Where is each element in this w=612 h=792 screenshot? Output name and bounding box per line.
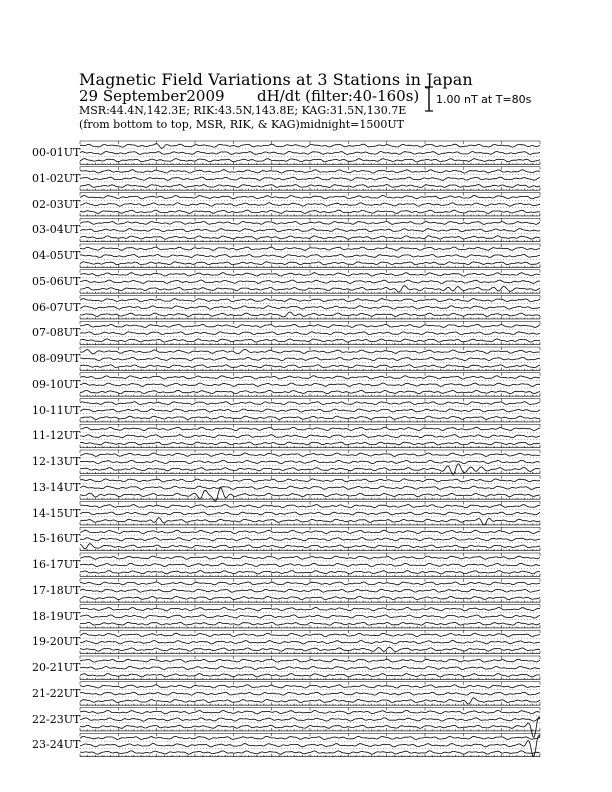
series-kag-line: [80, 736, 540, 739]
hour-label: 08-09UT: [32, 352, 81, 365]
series-kag-line: [80, 376, 540, 379]
series-msr-line: [80, 596, 540, 599]
series-msr-line: [80, 365, 540, 368]
hour-label: 17-18UT: [32, 583, 81, 597]
midnight-note: midnight=1500UT: [300, 118, 404, 131]
series-rik-line: [80, 460, 540, 463]
series-kag-line: [80, 530, 540, 533]
series-kag-line: [80, 170, 540, 173]
series-rik-line: [80, 152, 540, 155]
hour-label: 03-04UT: [32, 223, 81, 237]
series-kag-line: [80, 247, 540, 250]
hour-label: 10-11UT: [32, 403, 81, 417]
series-kag-line: [80, 608, 540, 611]
hour-label: 05-06UT: [32, 274, 81, 288]
series-rik-line: [80, 255, 540, 258]
hour-label: 04-05UT: [32, 249, 81, 262]
series-rik-line: [80, 306, 540, 309]
series-msr-line: [80, 339, 540, 342]
series-kag-line: [80, 427, 540, 430]
series-msr-line: [80, 262, 540, 265]
series-kag-line: [80, 479, 540, 482]
hour-label: 18-19UT: [32, 609, 81, 623]
series-rik-line: [80, 383, 540, 386]
series-kag-line: [80, 196, 540, 199]
series-kag-line: [80, 144, 540, 149]
series-msr-line: [80, 442, 540, 445]
hour-label: 09-10UT: [32, 377, 81, 391]
series-kag-line: [80, 582, 540, 585]
mode-label: dH/dt (filter:40-160s): [257, 87, 420, 105]
series-kag-line: [80, 222, 540, 225]
series-kag-line: [80, 299, 540, 302]
hour-label: 23-24UT: [32, 738, 81, 752]
series-rik-line: [80, 718, 540, 721]
series-kag-line: [80, 402, 540, 405]
series-rik-line: [80, 538, 540, 541]
hour-label: 00-01UT: [32, 146, 81, 159]
station-coords: MSR:44.4N,142.3E; RIK:43.5N,143.8E; KAG:31.5N,130.7E: [79, 104, 407, 117]
series-rik-line: [80, 692, 540, 695]
series-rik-line: [80, 332, 540, 335]
series-kag-line: [80, 556, 540, 559]
hour-label: 01-02UT: [32, 171, 81, 185]
series-rik-line: [80, 229, 540, 232]
scale-label: 1.00 nT at T=80s: [436, 93, 532, 106]
series-rik-line: [80, 641, 540, 644]
series-rik-line: [80, 563, 540, 566]
series-rik-line: [80, 435, 540, 438]
series-rik-line: [80, 203, 540, 206]
hour-label: 19-20UT: [32, 635, 81, 649]
series-rik-line: [80, 177, 540, 180]
station-order: (from bottom to top, MSR, RIK, & KAG): [79, 118, 300, 131]
series-kag-line: [80, 453, 540, 456]
hour-label: 06-07UT: [32, 300, 81, 314]
hour-label: 12-13UT: [32, 455, 81, 468]
series-msr-line: [80, 185, 540, 188]
hour-label: 11-12UT: [32, 429, 81, 443]
series-kag-line: [80, 273, 540, 276]
hour-label: 16-17UT: [32, 558, 81, 571]
series-rik-line: [80, 280, 540, 283]
hour-label: 15-16UT: [32, 532, 81, 546]
series-kag-line: [80, 659, 540, 662]
series-kag-line: [80, 505, 540, 508]
chart-title: Magnetic Field Variations at 3 Stations in Japan: [79, 70, 473, 89]
series-kag-line: [80, 685, 540, 688]
series-rik-line: [80, 486, 540, 489]
hour-label: 13-14UT: [32, 480, 81, 494]
series-rik-line: [80, 357, 540, 360]
series-kag-line: [80, 324, 540, 327]
series-rik-line: [80, 589, 540, 592]
hour-label: 07-08UT: [32, 326, 81, 340]
series-kag-line: [80, 349, 540, 353]
series-kag-line: [80, 633, 540, 636]
hour-label: 14-15UT: [32, 506, 81, 520]
series-msr-line: [80, 622, 540, 625]
series-rik-line: [80, 409, 540, 412]
hour-label: 22-23UT: [32, 712, 81, 726]
series-rik-line: [80, 615, 540, 618]
hour-label: 20-21UT: [32, 661, 81, 674]
hour-label: 02-03UT: [32, 197, 81, 211]
hour-label: 21-22UT: [32, 686, 81, 700]
series-rik-line: [80, 666, 540, 669]
series-rik-line: [80, 512, 540, 515]
date-label: 29 September2009: [79, 87, 225, 105]
series-kag-line: [80, 710, 540, 713]
